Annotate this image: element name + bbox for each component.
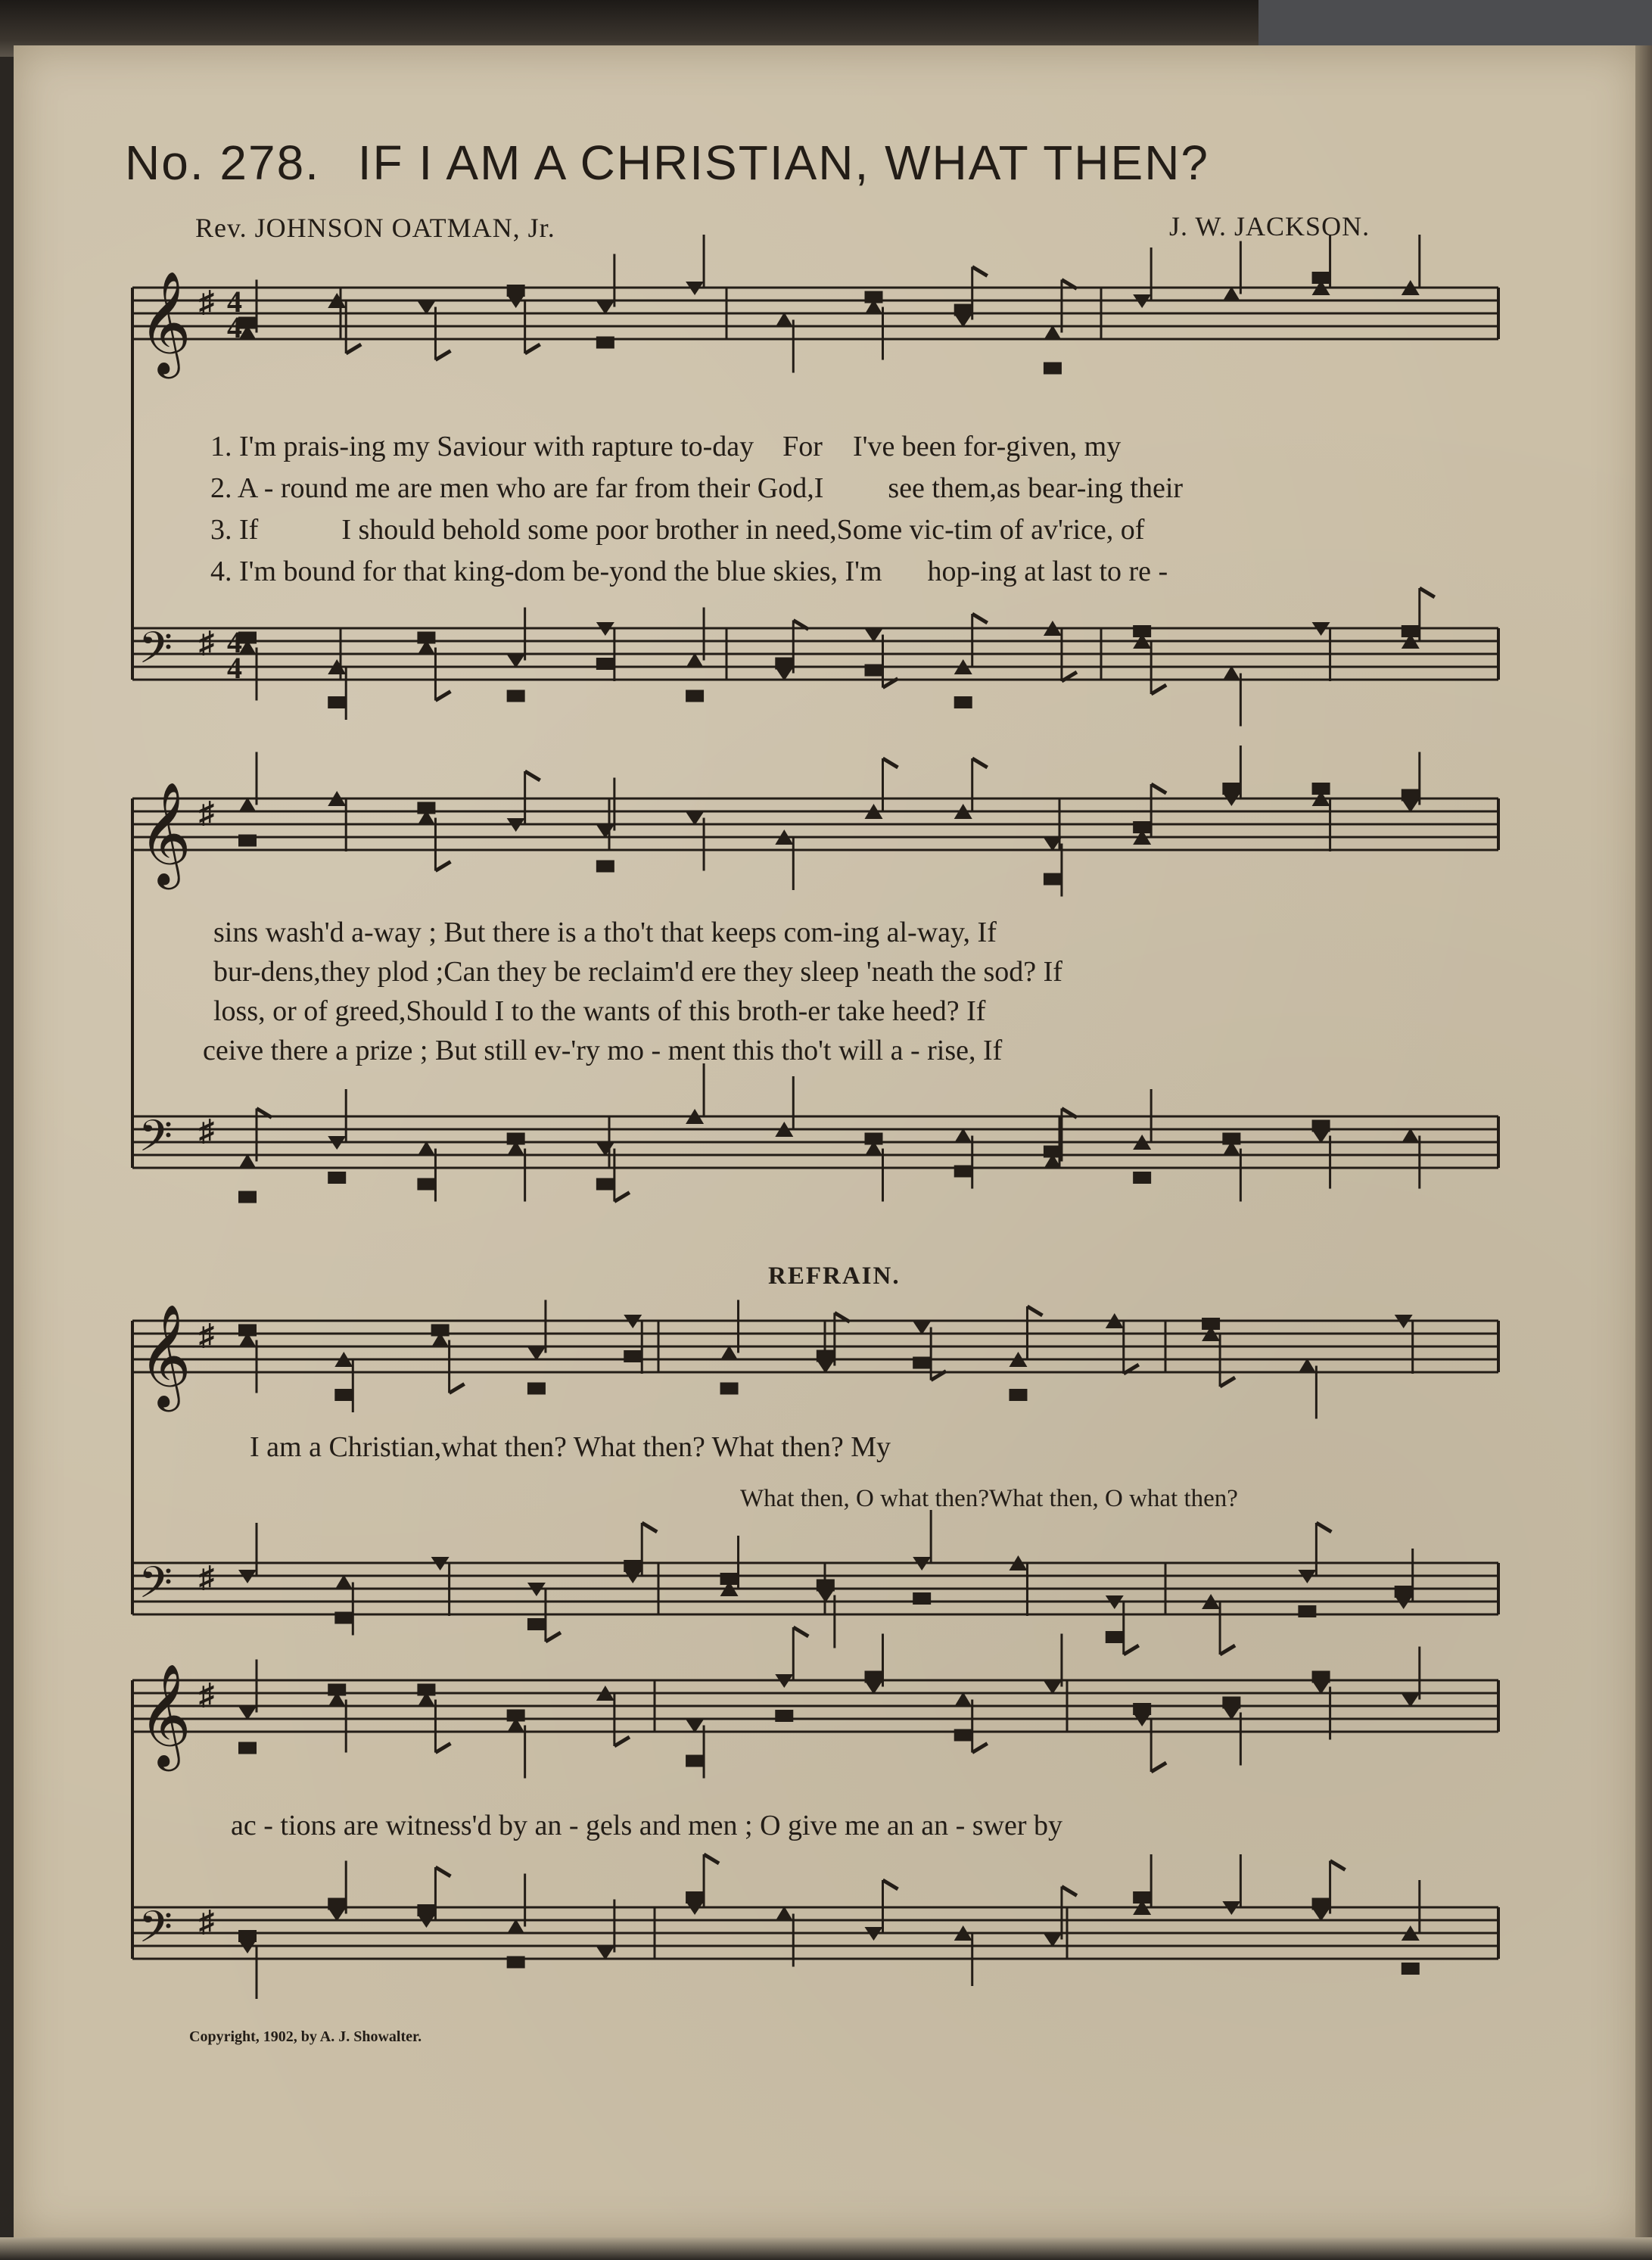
- bass-1-note-head: [1133, 625, 1151, 637]
- bass-3-note-flag: [1124, 1645, 1139, 1655]
- treble-2-note-head: [596, 861, 614, 873]
- key-sharp: ♯: [199, 1677, 214, 1711]
- bass-clef: 𝄢: [138, 1901, 173, 1963]
- treble-3-note-head: [527, 1383, 546, 1395]
- treble-4-note-head: [865, 1671, 883, 1683]
- hymn-name: IF I AM A CHRISTIAN, WHAT THEN?: [357, 135, 1209, 190]
- treble-1-note-head: [507, 285, 525, 297]
- bass-4-note-flag: [883, 1880, 898, 1889]
- bass-1-note-head: [417, 632, 435, 644]
- treble-4-note-head: [1133, 1703, 1151, 1715]
- bass-4-note-head: [1312, 1898, 1330, 1910]
- treble-2-note-flag: [883, 758, 898, 767]
- bass-3-note-flag: [1316, 1523, 1331, 1532]
- treble-3-note-head: [817, 1350, 835, 1362]
- bass-2-note-flag: [614, 1193, 630, 1202]
- key-sharp: ♯: [199, 625, 214, 659]
- hymn-number: No. 278.: [125, 135, 320, 190]
- bass-2-note-head: [1133, 1172, 1151, 1184]
- bass-4-note-head: [417, 1904, 435, 1916]
- bass-1-note-flag: [435, 692, 450, 701]
- verse-1-line-1: 1. I'm prais-ing my Saviour with rapture to-day For I've been for-given, my: [210, 431, 1122, 462]
- treble-1-note-head: [1312, 272, 1330, 284]
- key-sharp: ♯: [199, 1560, 214, 1594]
- bass-4-note-head: [1402, 1963, 1420, 1975]
- bass-4-note-head: [507, 1956, 525, 1969]
- treble-2-note-head: [1312, 783, 1330, 795]
- treble-2-note-head: [1402, 789, 1420, 802]
- bass-2-note-head: [954, 1166, 972, 1178]
- treble-4-note-flag: [972, 1744, 988, 1753]
- time-signature-digit: 4: [227, 310, 242, 344]
- bass-4-note-head: [238, 1930, 257, 1942]
- bass-1-note-flag: [1151, 685, 1166, 694]
- treble-4-note-head: [1222, 1697, 1240, 1709]
- treble-4-note-flag: [614, 1737, 630, 1746]
- treble-1-note-head: [954, 304, 972, 316]
- treble-3-note-head: [720, 1383, 739, 1395]
- bass-3-note-head: [334, 1612, 353, 1624]
- treble-3-note-head: [1009, 1389, 1027, 1401]
- bass-1-note-head: [1402, 625, 1420, 637]
- treble-3-note-head: [431, 1325, 450, 1337]
- verse-3-line-2: loss, or of greed,Should I to the wants of this broth-er take heed? If: [213, 995, 986, 1027]
- bass-1-note-head: [328, 696, 346, 708]
- bass-4-note-flag: [704, 1854, 719, 1863]
- bass-3-note-head: [1395, 1586, 1413, 1598]
- key-sharp: ♯: [199, 1318, 214, 1352]
- bass-3-note-head: [817, 1580, 835, 1592]
- treble-3-note-head: [624, 1350, 642, 1362]
- treble-3-note-head: [1202, 1318, 1220, 1330]
- bass-1-note-flag: [972, 614, 988, 623]
- bass-1-note-head: [865, 665, 883, 677]
- key-sharp: ♯: [199, 285, 214, 319]
- bass-2-note-head: [1044, 1146, 1062, 1158]
- bass-3-note-flag: [546, 1633, 561, 1642]
- bass-3-note-head: [1106, 1631, 1124, 1643]
- treble-4-note-flag: [793, 1627, 808, 1636]
- treble-2-note-head: [417, 802, 435, 814]
- bass-clef: 𝄢: [138, 1557, 173, 1619]
- bass-1-note-head: [686, 690, 704, 702]
- copyright-notice: Copyright, 1902, by A. J. Showalter.: [189, 2028, 422, 2045]
- treble-3-note-flag: [1220, 1377, 1235, 1387]
- treble-3-note-head: [913, 1357, 931, 1369]
- bass-1-note-head: [596, 658, 614, 670]
- treble-1-note-flag: [346, 344, 361, 353]
- bass-clef: 𝄢: [138, 622, 173, 684]
- treble-1-note-flag: [435, 351, 450, 360]
- bass-clef: 𝄢: [138, 1110, 173, 1172]
- bass-3-note-flag: [1220, 1645, 1235, 1655]
- bass-2-note-head: [1222, 1133, 1240, 1145]
- verse-4-line-1: 4. I'm bound for that king-dom be-yond the blue skies, I'm hop-ing at last to re -: [210, 556, 1168, 587]
- bass-4-note-flag: [1062, 1887, 1077, 1896]
- treble-4-note-head: [238, 1742, 257, 1754]
- treble-2-note-flag: [1151, 784, 1166, 793]
- key-sharp: ♯: [199, 795, 214, 830]
- bass-2-note-head: [507, 1133, 525, 1145]
- treble-2-note-head: [1133, 821, 1151, 833]
- treble-3-note-head: [238, 1325, 257, 1337]
- bass-4-note-head: [328, 1898, 346, 1910]
- bass-3-note-head: [720, 1573, 739, 1585]
- bass-2-note-head: [417, 1178, 435, 1191]
- poet-credit: Rev. JOHNSON OATMAN, Jr.: [195, 213, 555, 243]
- bass-3-note-head: [527, 1618, 546, 1630]
- key-sharp: ♯: [199, 1904, 214, 1938]
- bass-1-note-flag: [1420, 588, 1435, 597]
- bass-4-note-head: [686, 1891, 704, 1904]
- treble-4-note-head: [417, 1684, 435, 1696]
- treble-1-note-flag: [972, 267, 988, 276]
- bass-3-note-head: [624, 1560, 642, 1572]
- verse-1-line-2: sins wash'd a-way ; But there is a tho't that keeps com-ing al-way, If: [213, 917, 997, 948]
- treble-clef: 𝄞: [138, 1662, 191, 1767]
- treble-clef: 𝄞: [138, 780, 191, 885]
- bass-3-note-head: [913, 1592, 931, 1605]
- bass-4-note-flag: [435, 1867, 450, 1876]
- bass-3-note-head: [1298, 1605, 1316, 1617]
- treble-2-note-head: [238, 835, 257, 847]
- treble-1-note-flag: [525, 344, 540, 353]
- refrain-line-1: I am a Christian,what then? What then? What then? My: [250, 1431, 891, 1463]
- treble-clef: 𝄞: [138, 1303, 191, 1407]
- treble-3-note-head: [334, 1389, 353, 1401]
- key-sharp: ♯: [199, 1113, 214, 1147]
- treble-4-note-flag: [435, 1744, 450, 1753]
- treble-1-note-head: [596, 337, 614, 349]
- treble-2-note-flag: [972, 758, 988, 767]
- bass-1-note-head: [954, 696, 972, 708]
- treble-2-note-flag: [435, 862, 450, 871]
- verse-3-line-1: 3. If I should behold some poor brother in need,Some vic-tim of av'rice, of: [210, 514, 1145, 546]
- refrain-label: REFRAIN.: [768, 1262, 901, 1290]
- treble-2-note-head: [1044, 873, 1062, 886]
- bass-2-note-head: [328, 1172, 346, 1184]
- bass-1-note-head: [507, 690, 525, 702]
- treble-4-note-head: [954, 1729, 972, 1742]
- bass-2-note-head: [865, 1133, 883, 1145]
- treble-4-note-head: [1312, 1671, 1330, 1683]
- bass-4-note-head: [1133, 1891, 1151, 1904]
- hymn-title: [125, 135, 1209, 191]
- treble-2-note-flag: [525, 771, 540, 780]
- refrain-echo-line: What then, O what then?What then, O what then?: [740, 1485, 1238, 1512]
- treble-2-note-head: [1222, 783, 1240, 795]
- treble-3-note-flag: [1027, 1306, 1042, 1315]
- treble-1-note-head: [865, 291, 883, 304]
- treble-4-note-head: [507, 1710, 525, 1722]
- treble-1-note-head: [1044, 363, 1062, 375]
- treble-4-note-head: [686, 1755, 704, 1767]
- bass-2-note-head: [1312, 1120, 1330, 1132]
- treble-4-note-flag: [1151, 1763, 1166, 1772]
- verse-4-line-2: ceive there a prize ; But still ev-'ry mo - ment this tho't will a - rise, If: [203, 1035, 1003, 1066]
- treble-3-note-flag: [450, 1384, 465, 1393]
- bass-2-note-head: [596, 1178, 614, 1191]
- verse-2-line-1: 2. A - round me are men who are far from their God,I see them,as bear-ing their: [210, 472, 1184, 504]
- bass-1-note-head: [775, 658, 793, 670]
- bass-4-note-flag: [1330, 1861, 1346, 1870]
- time-signature-digit: 4: [227, 651, 242, 685]
- treble-4-note-head: [775, 1710, 793, 1722]
- bass-2-note-head: [238, 1191, 257, 1203]
- refrain-line-2: ac - tions are witness'd by an - gels and men ; O give me an an - swer by: [231, 1810, 1063, 1841]
- time-signature-digit: 4: [227, 285, 242, 319]
- verse-2-line-2: bur-dens,they plod ;Can they be reclaim'd ere they sleep 'neath the sod? If: [213, 956, 1062, 988]
- treble-4-note-head: [328, 1684, 346, 1696]
- time-signature-digit: 4: [227, 625, 242, 659]
- treble-clef: 𝄞: [138, 269, 191, 374]
- composer-credit: J. W. JACKSON.: [1169, 211, 1370, 241]
- bass-3-note-flag: [642, 1523, 657, 1532]
